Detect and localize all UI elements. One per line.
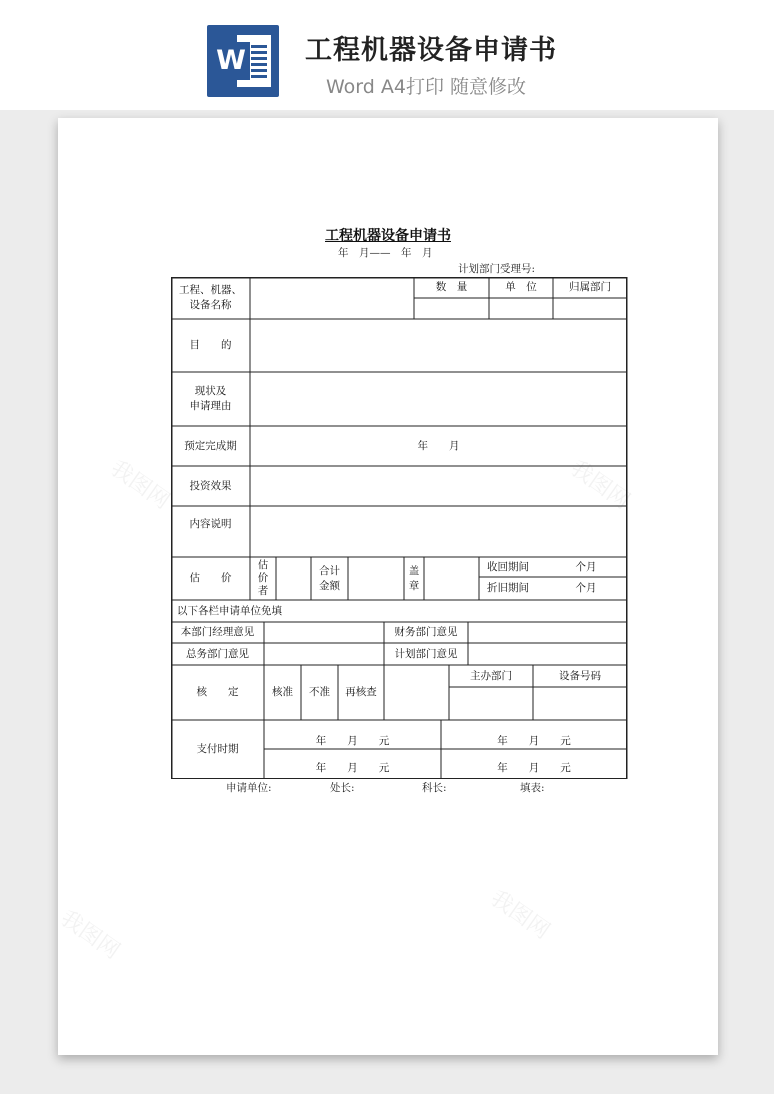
recovery-period-label: 收回期间: [487, 560, 529, 573]
total-amount-line-2: 金额: [319, 579, 340, 592]
estimator-label: [250, 557, 276, 600]
equipment-name-line-2: 设备名称: [189, 299, 232, 311]
footer-section-chief: 处长:: [330, 782, 355, 794]
footer-applicant: 申请单位:: [226, 782, 272, 794]
word-document-icon: [207, 25, 279, 97]
estimator-char-1: 估: [257, 559, 269, 571]
payment-a1: 年 月 元: [315, 735, 390, 747]
estimator-char-3: 者: [257, 585, 269, 597]
watermark: 我图网: [485, 885, 555, 945]
depreciation-period-label: 折旧期间: [487, 582, 529, 594]
seal-label: [404, 557, 424, 600]
watermark: 我图网: [55, 905, 125, 965]
dept-manager-opinion-label: 本部门经理意见: [180, 626, 255, 638]
form-date-range: 年 月—— 年 月: [338, 247, 433, 259]
general-affairs-opinion-label: 总务部门意见: [186, 647, 249, 660]
equipment-name-label: [171, 277, 250, 319]
banner-subtitle: Word A4打印 随意修改: [326, 76, 527, 98]
approve-option: 核准: [272, 686, 293, 698]
finance-opinion-label: 财务部门意见: [394, 626, 458, 638]
total-amount-label: [311, 557, 348, 600]
word-letter: W: [212, 42, 250, 80]
header-banner: [0, 0, 774, 110]
host-department-header: 主办部门: [470, 669, 512, 682]
payment-a2: 年 月 元: [315, 762, 390, 774]
reject-option: 不准: [309, 686, 330, 698]
unit-header: 单 位: [505, 281, 537, 293]
footer-dept-chief: 科长:: [422, 782, 447, 794]
exempt-note: 以下各栏申请单位免填: [177, 604, 282, 617]
quantity-header: 数 量: [435, 281, 468, 293]
schedule-value: 年 月: [417, 439, 460, 452]
estimate-label: 估 价: [189, 572, 232, 584]
seal-char-1: 盖: [408, 564, 420, 577]
recheck-option: 再核查: [345, 686, 377, 698]
status-reason-label: [171, 372, 250, 426]
recovery-months: 个月: [575, 560, 597, 573]
application-form-table: [171, 277, 628, 779]
footer-filled-by: 填表:: [520, 782, 545, 794]
document-page: [55, 118, 718, 1055]
payment-b2: 年 月 元: [497, 762, 571, 774]
schedule-label: 预定完成期: [184, 439, 237, 452]
planning-opinion-label: 计划部门意见: [394, 647, 458, 660]
receipt-number-label: 计划部门受理号:: [458, 263, 536, 275]
watermark: 我图网: [105, 455, 175, 515]
estimator-char-2: 价: [257, 572, 269, 584]
watermark: 我图网: [565, 455, 635, 515]
department-header: 归属部门: [569, 281, 611, 293]
status-reason-line-1: 现状及: [194, 385, 227, 397]
form-title: 工程机器设备申请书: [325, 228, 451, 244]
purpose-label: 目 的: [189, 339, 232, 351]
seal-char-2: 章: [408, 579, 420, 592]
payment-period-label: 支付时期: [196, 742, 239, 755]
total-amount-line-1: 合计: [319, 564, 340, 577]
status-reason-line-2: 申请理由: [189, 400, 232, 412]
device-number-header: 设备号码: [559, 669, 601, 682]
banner-title: 工程机器设备申请书: [305, 35, 557, 66]
payment-b1: 年 月 元: [497, 735, 571, 747]
equipment-name-line-1: 工程、机器、: [179, 284, 242, 296]
investment-effect-label: 投资效果: [189, 479, 232, 492]
verification-label: 核 定: [196, 686, 239, 698]
depreciation-months: 个月: [575, 582, 597, 594]
content-description-label: 内容说明: [189, 517, 232, 530]
